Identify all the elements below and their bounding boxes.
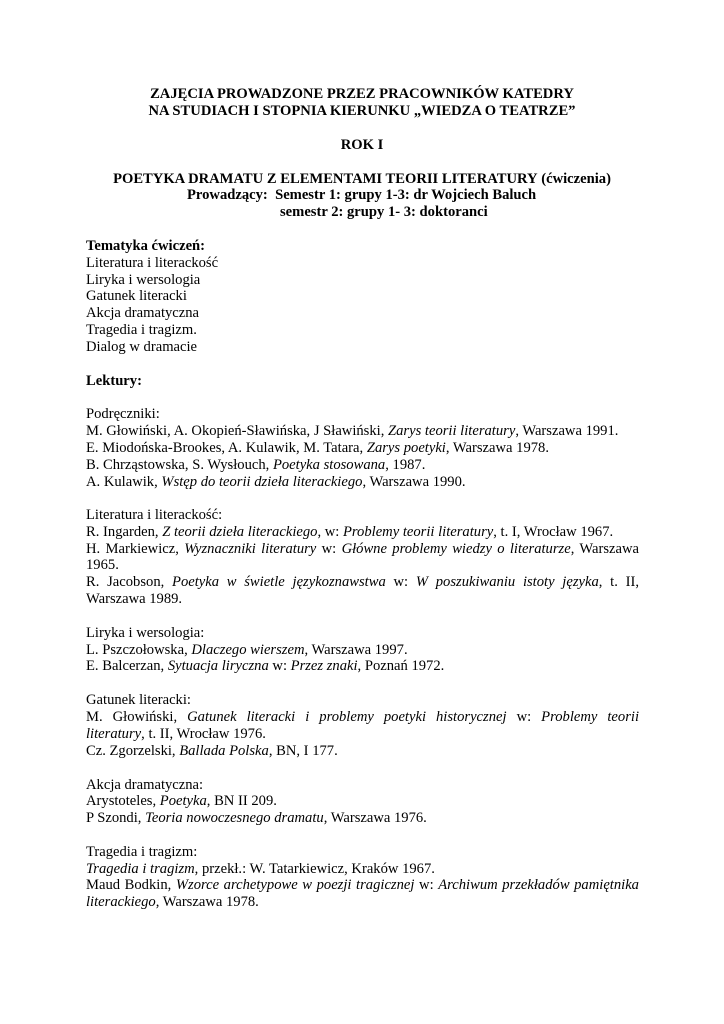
section-label: Podręczniki: bbox=[86, 406, 160, 422]
reading-entry: A. Kulawik, Wstęp do teorii dzieła literackiego, Warszawa 1990. bbox=[86, 474, 466, 490]
lecturer-line-2: semestr 2: grupy 1- 3: doktoranci bbox=[280, 204, 488, 220]
topic-item: Dialog w dramacie bbox=[86, 339, 198, 355]
section-label: Tragedia i tragizm: bbox=[86, 844, 198, 860]
section-label: Gatunek literacki: bbox=[86, 692, 191, 708]
topics-heading: Tematyka ćwiczeń: bbox=[86, 238, 206, 254]
reading-entry: H. Markiewicz, Wyznaczniki literatury w: Główne problemy wiedzy o literaturze, Warszawa bbox=[86, 541, 639, 557]
reading-entry: Tragedia i tragizm, przekł.: W. Tatarkiewicz, Kraków 1967. bbox=[86, 861, 435, 877]
reading-entry: Arystoteles, Poetyka, BN II 209. bbox=[86, 793, 277, 809]
topic-item: Tragedia i tragizm. bbox=[86, 322, 197, 338]
year-heading: ROK I bbox=[340, 137, 384, 153]
topic-item: Literatura i literackość bbox=[86, 255, 219, 271]
reading-entry: E. Miodońska-Brookes, A. Kulawik, M. Tatara, Zarys poetyki, Warszawa 1978. bbox=[86, 440, 549, 456]
reading-entry: M. Głowiński, Gatunek literacki i problemy poetyki historycznej w: Problemy teorii bbox=[86, 709, 639, 725]
reading-entry-cont: literatury, t. II, Wrocław 1976. bbox=[86, 726, 266, 742]
reading-entry: L. Pszczołowska, Dlaczego wierszem, Warszawa 1997. bbox=[86, 642, 408, 658]
readings-heading: Lektury: bbox=[86, 373, 142, 389]
reading-entry-cont: literackiego, Warszawa 1978. bbox=[86, 894, 259, 910]
section-label: Akcja dramatyczna: bbox=[86, 777, 204, 793]
reading-entry: P Szondi, Teoria nowoczesnego dramatu, Warszawa 1976. bbox=[86, 810, 427, 826]
reading-entry: M. Głowiński, A. Okopień-Sławińska, J Sławiński, Zarys teorii literatury, Warszawa 1991. bbox=[86, 423, 619, 439]
section-label: Literatura i literackość: bbox=[86, 507, 223, 523]
reading-entry: Maud Bodkin, Wzorce archetypowe w poezji tragicznej w: Archiwum przekładów pamiętnika bbox=[86, 877, 639, 893]
topic-item: Liryka i wersologia bbox=[86, 272, 201, 288]
lecturer-line-1: Prowadzący: Semestr 1: grupy 1-3: dr Wojciech Baluch bbox=[187, 187, 537, 203]
topic-item: Gatunek literacki bbox=[86, 288, 187, 304]
reading-entry-cont: Warszawa 1989. bbox=[86, 591, 183, 607]
reading-entry: E. Balcerzan, Sytuacja liryczna w: Przez znaki, Poznań 1972. bbox=[86, 658, 445, 674]
reading-entry: R. Jacobson, Poetyka w świetle językoznawstwa w: W poszukiwaniu istoty języka, t. II, bbox=[86, 574, 639, 590]
course-title: POETYKA DRAMATU Z ELEMENTAMI TEORII LITERATURY (ćwiczenia) bbox=[113, 171, 611, 187]
header-line-2: NA STUDIACH I STOPNIA KIERUNKU „WIEDZA O TEATRZE” bbox=[148, 103, 576, 119]
reading-entry: Cz. Zgorzelski, Ballada Polska, BN, I 177. bbox=[86, 743, 338, 759]
reading-entry: R. Ingarden, Z teorii dzieła literackiego, w: Problemy teorii literatury, t. I, Wrocław 1967. bbox=[86, 524, 614, 540]
topic-item: Akcja dramatyczna bbox=[86, 305, 200, 321]
reading-entry-cont: 1965. bbox=[86, 557, 119, 573]
reading-entry: B. Chrząstowska, S. Wysłouch, Poetyka stosowana, 1987. bbox=[86, 457, 426, 473]
section-label: Liryka i wersologia: bbox=[86, 625, 205, 641]
header-line-1: ZAJĘCIA PROWADZONE PRZEZ PRACOWNIKÓW KATEDRY bbox=[150, 86, 574, 102]
